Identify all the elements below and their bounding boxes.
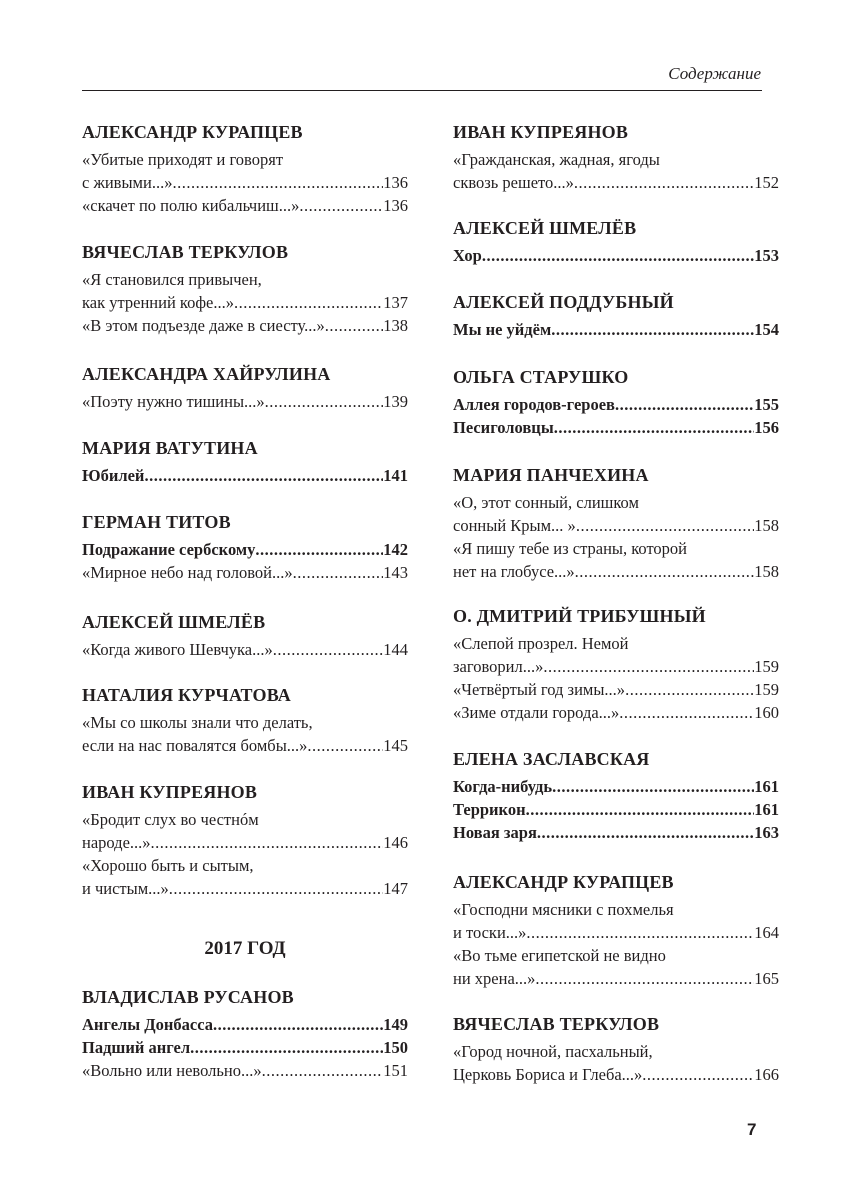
toc-section xyxy=(82,362,408,413)
entry-last-line xyxy=(453,318,779,341)
entry-last-line xyxy=(82,1013,408,1036)
dot-leader xyxy=(169,877,383,900)
dot-leader xyxy=(273,638,383,661)
toc-section xyxy=(453,216,779,267)
author-name: АЛЕКСАНДР КУРАПЦЕВ xyxy=(82,122,303,142)
toc-entry[interactable] xyxy=(82,1013,408,1036)
entry-title-line: «Когда живого Шевчука...» xyxy=(82,640,273,659)
entry-page-number: 136 xyxy=(383,196,408,215)
entry-title-line: «Мы со школы знали что делать, xyxy=(82,713,313,732)
dot-leader xyxy=(543,655,754,678)
year-heading: 2017 ГОД xyxy=(204,938,286,959)
toc-entry[interactable] xyxy=(82,561,408,584)
author-name: НАТАЛИЯ КУРЧАТОВА xyxy=(82,685,292,705)
dot-leader xyxy=(262,1059,384,1082)
toc-section xyxy=(82,510,408,584)
author-name: АЛЕКСЕЙ ШМЕЛЁВ xyxy=(82,612,266,632)
toc-section xyxy=(82,985,408,1082)
entry-title-line: Юбилей xyxy=(82,466,145,485)
author-name: МАРИЯ ПАНЧЕХИНА xyxy=(453,465,649,485)
entry-page-number: 166 xyxy=(754,1065,779,1084)
entry-last-line xyxy=(453,678,779,701)
dot-leader xyxy=(190,1036,383,1059)
entry-title-line: «Вольно или невольно...» xyxy=(82,1061,262,1080)
entry-title-line: «Поэту нужно тишины...» xyxy=(82,392,265,411)
entry-title-line: Аллея городов-героев xyxy=(453,395,615,414)
entry-page-number: 156 xyxy=(754,418,779,437)
entry-last-line xyxy=(82,877,408,900)
entry-title-line: «Зиме отдали города...» xyxy=(453,703,620,722)
entry-page-number: 159 xyxy=(754,680,779,699)
author-name: ГЕРМАН ТИТОВ xyxy=(82,512,231,532)
toc-section xyxy=(453,604,779,724)
author-name: ЕЛЕНА ЗАСЛАВСКАЯ xyxy=(453,749,650,769)
entry-title-line: «Слепой прозрел. Немой xyxy=(453,634,629,653)
entry-title-line: «Хорошо быть и сытым, xyxy=(82,856,254,875)
entry-page-number: 163 xyxy=(754,823,779,842)
dot-leader xyxy=(299,194,383,217)
entry-title-line: «Я пишу тебе из страны, которой xyxy=(453,539,688,558)
entry-title-line: «Город ночной, пасхальный, xyxy=(453,1042,653,1061)
entry-last-line xyxy=(82,390,408,413)
dot-leader xyxy=(265,390,384,413)
entry-last-line xyxy=(82,464,408,487)
entry-title-line: нет на глобусе...» xyxy=(453,562,575,581)
toc-entry[interactable] xyxy=(82,314,408,337)
toc-entry[interactable] xyxy=(453,678,779,701)
author-name: АЛЕКСЕЙ ШМЕЛЁВ xyxy=(453,218,637,238)
entry-last-line xyxy=(82,1036,408,1059)
entry-last-line xyxy=(453,921,779,944)
dot-leader xyxy=(234,291,383,314)
entry-title-line: с живыми...» xyxy=(82,173,173,192)
entry-page-number: 136 xyxy=(383,173,408,192)
toc-entry[interactable] xyxy=(82,1059,408,1082)
toc-section xyxy=(453,463,779,583)
entry-title-line: сонный Крым... » xyxy=(453,516,576,535)
toc-entry[interactable] xyxy=(453,821,779,844)
entry-last-line xyxy=(453,393,779,416)
dot-leader xyxy=(642,1063,754,1086)
entry-page-number: 158 xyxy=(754,562,779,581)
entry-title-line: «Господни мясники с похмелья xyxy=(453,900,674,919)
dot-leader xyxy=(537,821,754,844)
toc-entry[interactable] xyxy=(453,1040,779,1086)
toc-entry[interactable] xyxy=(453,632,779,678)
entry-title-line: Ангелы Донбасса xyxy=(82,1015,213,1034)
entry-last-line xyxy=(453,1063,779,1086)
dot-leader xyxy=(619,701,754,724)
entry-last-line xyxy=(453,701,779,724)
toc-entry[interactable] xyxy=(82,808,408,854)
toc-entry[interactable] xyxy=(453,944,779,990)
running-title: Содержание xyxy=(668,64,761,83)
dot-leader xyxy=(213,1013,383,1036)
toc-section xyxy=(453,870,779,990)
toc-entry[interactable] xyxy=(82,268,408,314)
toc-section xyxy=(82,610,408,661)
dot-leader xyxy=(325,314,383,337)
dot-leader xyxy=(293,561,384,584)
entry-last-line xyxy=(453,416,779,439)
entry-page-number: 160 xyxy=(754,703,779,722)
author-name: О. ДМИТРИЙ ТРИБУШНЫЙ xyxy=(453,606,706,626)
entry-last-line xyxy=(453,798,779,821)
toc-section xyxy=(82,120,408,217)
entry-page-number: 139 xyxy=(383,392,408,411)
dot-leader xyxy=(554,416,755,439)
page-number: 7 xyxy=(747,1120,757,1139)
entry-last-line xyxy=(453,775,779,798)
entry-title-line: заговорил...» xyxy=(453,657,544,676)
entry-title-line: и тоски...» xyxy=(453,923,527,942)
toc-entry[interactable] xyxy=(82,194,408,217)
entry-last-line xyxy=(82,734,408,757)
entry-page-number: 153 xyxy=(754,246,779,265)
toc-section xyxy=(82,683,408,757)
dot-leader xyxy=(575,560,755,583)
dot-leader xyxy=(151,831,384,854)
entry-title-line: Церковь Бориса и Глеба...» xyxy=(453,1065,643,1084)
author-name: ИВАН КУПРЕЯНОВ xyxy=(453,122,629,142)
entry-page-number: 151 xyxy=(383,1061,408,1080)
entry-title-line: Мы не уйдём xyxy=(453,320,552,339)
entry-last-line xyxy=(453,821,779,844)
entry-page-number: 145 xyxy=(383,736,408,755)
entry-page-number: 147 xyxy=(383,879,408,898)
author-name: МАРИЯ ВАТУТИНА xyxy=(82,438,258,458)
toc-entry[interactable] xyxy=(453,701,779,724)
entry-last-line xyxy=(453,514,779,537)
entry-page-number: 149 xyxy=(383,1015,408,1034)
toc-section xyxy=(82,240,408,337)
toc-section xyxy=(453,120,779,194)
entry-title-line: народе...» xyxy=(82,833,151,852)
entry-page-number: 144 xyxy=(383,640,408,659)
dot-leader xyxy=(625,678,754,701)
toc-section xyxy=(82,780,408,900)
toc-entry[interactable] xyxy=(453,244,779,267)
toc-entry[interactable] xyxy=(82,638,408,661)
entry-last-line xyxy=(453,171,779,194)
entry-page-number: 137 xyxy=(383,293,408,312)
toc-entry[interactable] xyxy=(453,148,779,194)
dot-leader xyxy=(172,171,383,194)
dot-leader xyxy=(307,734,383,757)
toc-section xyxy=(453,1012,779,1086)
toc-entry[interactable] xyxy=(82,854,408,900)
author-name: ВЯЧЕСЛАВ ТЕРКУЛОВ xyxy=(453,1014,660,1034)
entry-title-line: «Четвёртый год зимы...» xyxy=(453,680,626,699)
entry-last-line xyxy=(82,638,408,661)
entry-title-line: «скачет по полю кибальчиш...» xyxy=(82,196,300,215)
entry-title-line: Когда-нибудь xyxy=(453,777,553,796)
entry-title-line: «Бродит слух во честнóм xyxy=(82,810,259,829)
entry-last-line xyxy=(453,655,779,678)
toc-section xyxy=(453,290,779,341)
entry-last-line xyxy=(82,561,408,584)
entry-page-number: 142 xyxy=(383,540,408,559)
entry-page-number: 152 xyxy=(754,173,779,192)
author-name: АЛЕКСАНДРА ХАЙРУЛИНА xyxy=(82,364,331,384)
entry-title-line: «О, этот сонный, слишком xyxy=(453,493,639,512)
dot-leader xyxy=(526,921,754,944)
entry-last-line xyxy=(82,171,408,194)
entry-page-number: 165 xyxy=(754,969,779,988)
toc-entry[interactable] xyxy=(82,711,408,757)
author-name: АЛЕКСАНДР КУРАПЦЕВ xyxy=(453,872,674,892)
entry-page-number: 161 xyxy=(754,800,779,819)
entry-page-number: 164 xyxy=(754,923,779,942)
dot-leader xyxy=(574,171,754,194)
toc-entry[interactable] xyxy=(453,393,779,416)
entry-title-line: Террикон xyxy=(453,800,526,819)
entry-last-line xyxy=(82,194,408,217)
entry-page-number: 138 xyxy=(383,316,408,335)
entry-title-line: «Во тьме египетской не видно xyxy=(453,946,666,965)
toc-entry[interactable] xyxy=(82,538,408,561)
entry-last-line xyxy=(453,967,779,990)
dot-leader xyxy=(576,514,754,537)
entry-last-line xyxy=(453,560,779,583)
entry-last-line xyxy=(453,244,779,267)
entry-title-line: «Гражданская, жадная, ягоды xyxy=(453,150,660,169)
entry-title-line: Новая заря xyxy=(453,823,537,842)
entry-title-line: Подражание сербскому xyxy=(82,540,256,559)
dot-leader xyxy=(552,775,754,798)
entry-last-line xyxy=(82,538,408,561)
toc-entry[interactable] xyxy=(453,318,779,341)
entry-title-line: «В этом подъезде даже в сиесту...» xyxy=(82,316,325,335)
dot-leader xyxy=(526,798,755,821)
entry-title-line: и чистым...» xyxy=(82,879,169,898)
toc-entry[interactable] xyxy=(453,775,779,798)
entry-last-line xyxy=(82,1059,408,1082)
entry-page-number: 154 xyxy=(754,320,779,339)
toc-section xyxy=(453,365,779,439)
toc-entry[interactable] xyxy=(82,148,408,194)
toc-entry[interactable] xyxy=(82,464,408,487)
author-name: ВЛАДИСЛАВ РУСАНОВ xyxy=(82,987,294,1007)
entry-title-line: Падший ангел xyxy=(82,1038,191,1057)
entry-page-number: 143 xyxy=(383,563,408,582)
header-rule xyxy=(82,90,762,91)
entry-page-number: 150 xyxy=(383,1038,408,1057)
dot-leader xyxy=(615,393,754,416)
entry-title-line: если на нас повалятся бомбы...» xyxy=(82,736,308,755)
author-name: ОЛЬГА СТАРУШКО xyxy=(453,367,629,387)
toc-section xyxy=(453,747,779,844)
toc-entry[interactable] xyxy=(453,798,779,821)
entry-page-number: 159 xyxy=(754,657,779,676)
dot-leader xyxy=(255,538,383,561)
entry-page-number: 158 xyxy=(754,516,779,535)
dot-leader xyxy=(551,318,754,341)
entry-title-line: сквозь решето...» xyxy=(453,173,574,192)
entry-title-line: как утренний кофе...» xyxy=(82,293,234,312)
entry-last-line xyxy=(82,314,408,337)
entry-page-number: 146 xyxy=(383,833,408,852)
entry-title-line: «Убитые приходят и говорят xyxy=(82,150,284,169)
toc-section xyxy=(82,436,408,487)
entry-title-line: «Мирное небо над головой...» xyxy=(82,563,293,582)
dot-leader xyxy=(535,967,754,990)
dot-leader xyxy=(482,244,754,267)
author-name: ИВАН КУПРЕЯНОВ xyxy=(82,782,258,802)
toc-entry[interactable] xyxy=(82,1036,408,1059)
entry-title-line: ни хрена...» xyxy=(453,969,536,988)
toc-entry[interactable] xyxy=(453,491,779,537)
dot-leader xyxy=(144,464,383,487)
entry-last-line xyxy=(82,291,408,314)
toc-entry[interactable] xyxy=(453,898,779,944)
toc-entry[interactable] xyxy=(82,390,408,413)
entry-page-number: 155 xyxy=(754,395,779,414)
author-name: АЛЕКСЕЙ ПОДДУБНЫЙ xyxy=(453,292,674,312)
entry-page-number: 161 xyxy=(754,777,779,796)
entry-last-line xyxy=(82,831,408,854)
toc-entry[interactable] xyxy=(453,416,779,439)
entry-page-number: 141 xyxy=(383,466,408,485)
entry-title-line: Хор xyxy=(453,246,482,265)
toc-entry[interactable] xyxy=(453,537,779,583)
entry-title-line: Песиголовцы xyxy=(453,418,554,437)
entry-title-line: «Я становился привычен, xyxy=(82,270,262,289)
author-name: ВЯЧЕСЛАВ ТЕРКУЛОВ xyxy=(82,242,289,262)
